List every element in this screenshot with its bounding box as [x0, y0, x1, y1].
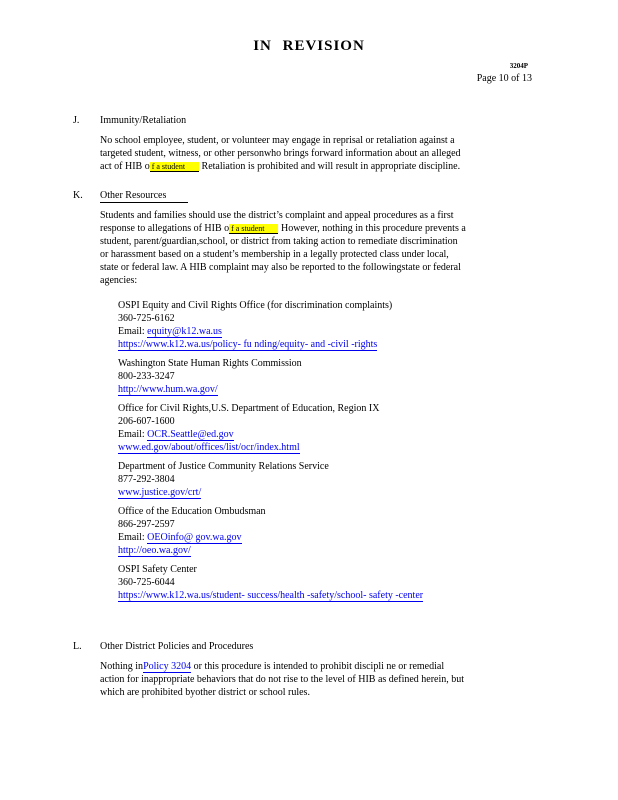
agency-name: Washington State Human Rights Commission — [118, 358, 302, 369]
list-item — [100, 357, 540, 396]
agency-phone: 877-292-3804 — [118, 474, 175, 485]
page-number: Page 10 of 13 — [476, 73, 532, 84]
body-line: state or federal law. A HIB complaint may also be reported to the followingstate or federal — [100, 262, 461, 273]
body-line: agencies: — [100, 275, 138, 286]
body-line: targeted student, witness, or other personwho brings forward information about an alleged — [100, 148, 461, 159]
section-heading: Other Resources — [100, 189, 188, 203]
agency-url-link[interactable]: http://www.hum.wa.gov/ — [118, 384, 218, 395]
email-link[interactable]: OCR.Seattle@ed.gov — [147, 429, 234, 440]
body-line: Nothing inPolicy 3204 or this procedure is intended to prohibit discipli ne or remedial — [100, 661, 445, 672]
policy-link[interactable]: Policy 3204 — [143, 661, 192, 672]
section-body — [100, 134, 540, 173]
body-line: response to allegations of HIB o f a student However, nothing in this procedure prevents a — [100, 223, 466, 234]
email-link[interactable]: OEOinfo@ gov.wa.gov — [147, 532, 242, 543]
section-heading: Immunity/Retaliation — [100, 115, 187, 126]
agency-phone: 360-725-6044 — [118, 577, 175, 588]
list-item — [100, 299, 540, 351]
body-line: student, parent/guardian,school, or district from taking action to remediate discrimination — [100, 236, 458, 247]
body-line: act of HIB o f a student Retaliation is prohibited and will result in appropriate discipline. — [100, 161, 461, 172]
body-line: or harassment based on a student’s membership in a legally protected class under local, — [100, 249, 449, 260]
highlighted-text: f a student — [150, 162, 199, 172]
agency-name: OSPI Safety Center — [118, 564, 197, 575]
body-line: which are prohibited byother district or school rules. — [100, 687, 310, 698]
email-label: Email: — [118, 532, 145, 543]
highlighted-text: f a student — [229, 224, 278, 234]
agency-url-link[interactable]: www.ed.gov/about/offices/list/ocr/index.html — [118, 442, 300, 453]
list-item — [100, 402, 540, 454]
list-item — [100, 563, 540, 602]
body-line: Students and families should use the district’s complaint and appeal procedures as a first — [100, 210, 454, 221]
agency-phone: 866-297-2597 — [118, 519, 175, 530]
agency-url-link[interactable]: http://oeo.wa.gov/ — [118, 545, 191, 556]
document-code: 3204P — [509, 62, 528, 70]
section-letter: J. — [73, 115, 80, 126]
page-title: IN REVISION — [253, 38, 365, 54]
section-body — [100, 209, 540, 287]
email-label: Email: — [118, 326, 145, 337]
body-line: action for inappropriate behaviors that do not rise to the level of HIB as defined herein, but — [100, 674, 465, 685]
agency-phone: 800-233-3247 — [118, 371, 175, 382]
email-link[interactable]: equity@k12.wa.us — [147, 326, 222, 337]
section-letter: L. — [73, 641, 82, 652]
section-body — [100, 660, 540, 699]
agency-phone: 360-725-6162 — [118, 313, 175, 324]
agency-url-link[interactable]: https://www.k12.wa.us/student- success/health -safety/school- safety -center — [118, 590, 424, 601]
agency-name: Department of Justice Community Relations Service — [118, 461, 329, 472]
agency-name: Office for Civil Rights,U.S. Department of Education, Region IX — [118, 403, 380, 414]
list-item — [100, 460, 540, 499]
email-label: Email: — [118, 429, 145, 440]
agency-name: Office of the Education Ombudsman — [118, 506, 266, 517]
resource-list — [100, 299, 540, 608]
body-line: No school employee, student, or volunteer may engage in reprisal or retaliation against a — [100, 135, 455, 146]
agency-url-link[interactable]: www.justice.gov/crt/ — [118, 487, 202, 498]
agency-url-link[interactable]: https://www.k12.wa.us/policy- fu nding/equity- and -civil -rights — [118, 339, 378, 350]
agency-phone: 206-607-1600 — [118, 416, 175, 427]
agency-name: OSPI Equity and Civil Rights Office (for discrimination complaints) — [118, 300, 393, 311]
list-item — [100, 505, 540, 557]
section-heading: Other District Policies and Procedures — [100, 641, 254, 652]
section-letter: K. — [73, 190, 83, 201]
